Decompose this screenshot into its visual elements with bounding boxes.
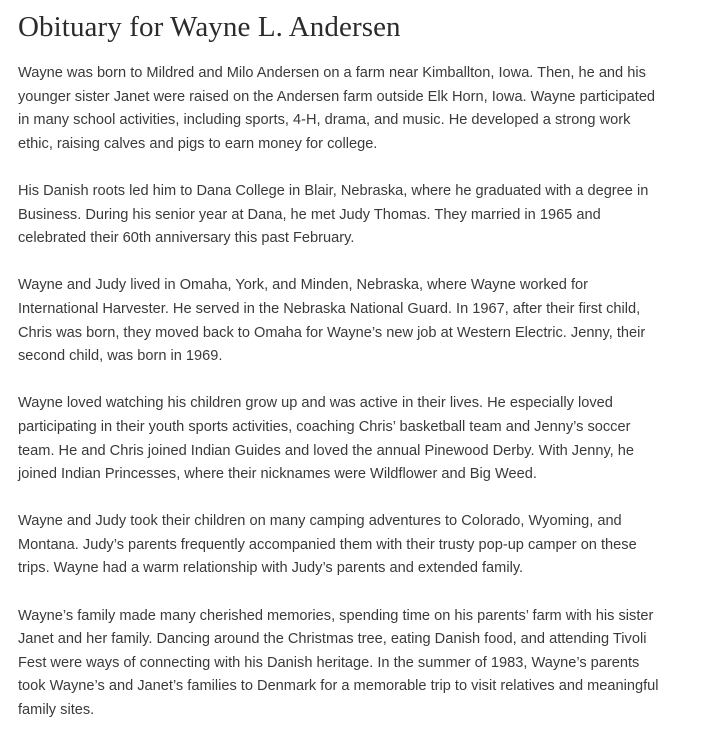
paragraph-children: Wayne loved watching his children grow up and was active in their lives. He especially loved participating in their youth sports activities, coaching Chris’ basketball team and Jenny’s soccer team. He and Chris joined Indian Guides and loved the annual Pinewood Derby. With Jenny, he joined Indian Princesses, where their nicknames were Wildflower and Big Weed. (18, 395, 635, 483)
paragraph-heritage: Wayne’s family made many cherished memories, spending time on his parents’ farm with his sister Janet and her family. Dancing around the Christmas tree, eating Danish food, and attending Tivoli Fest were ways of connecting with his Danish heritage. In the summer of 1983, Wayne’s parents took Wayne’s and Janet’s families to Denmark for a memorable trip to visit relatives and meaningful family sites. (18, 607, 659, 719)
page-title: Obituary for Wayne L. Andersen (18, 11, 401, 43)
obituary-body (18, 62, 688, 746)
paragraph-camping: Wayne and Judy took their children on many camping adventures to Colorado, Wyoming, and Montana. Judy’s parents frequently accompanied them with their trusty pop-up camper on these trips. Wayne had a warm relationship with Judy’s parents and extended family. (18, 513, 637, 577)
paragraph-career: Wayne and Judy lived in Omaha, York, and Minden, Nebraska, where Wayne worked for International Harvester. He served in the Nebraska National Guard. In 1967, after their first child, Chris was born, they moved back to Omaha for Wayne’s new job at Western Electric. Jenny, their second child, was born in 1969. (18, 277, 646, 365)
paragraph-birth: Wayne was born to Mildred and Milo Andersen on a farm near Kimballton, Iowa. Then, he and his younger sister Janet were raised on the Andersen farm outside Elk Horn, Iowa. Wayne participated in many school activities, including sports, 4-H, drama, and music. He developed a strong work ethic, raising calves and pigs to earn money for college. (18, 65, 656, 152)
paragraph-college: His Danish roots led him to Dana College in Blair, Nebraska, where he graduated with a degree in Business. During his senior year at Dana, he met Judy Thomas. They married in 1965 and celebrated their 60th anniversary this past February. (18, 182, 649, 247)
